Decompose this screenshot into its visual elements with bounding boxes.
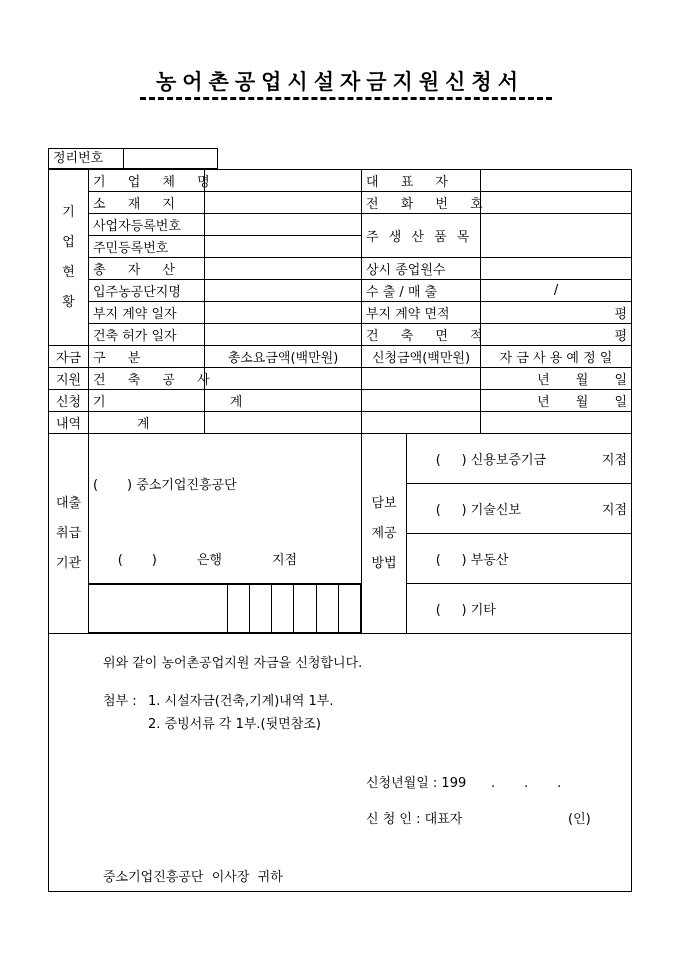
total-assets-field[interactable] — [205, 258, 362, 280]
building-permit-date-label: 건축 허가 일자 — [89, 324, 205, 346]
export-sales-field[interactable]: / — [481, 280, 632, 302]
funding-construction-total-field[interactable] — [205, 368, 362, 390]
funding-row-construction-label: 건 축 공 사 — [89, 368, 205, 390]
resident-reg-number-label: 주민등록번호 — [89, 236, 205, 258]
industrial-complex-field[interactable] — [205, 280, 362, 302]
funding-header-total: 총소요금액(백만원) — [205, 346, 362, 368]
address-label: 소 재 지 — [89, 192, 205, 214]
loan-sbc-option[interactable]: ( ) 중소기업진흥공단 — [89, 434, 362, 534]
main-products-label: 주 생 산 품 목 — [362, 214, 481, 258]
funding-side-label-4: 내역 — [49, 412, 89, 434]
funding-side-label-1: 자금 — [49, 346, 89, 368]
title-underline — [140, 97, 552, 100]
total-assets-label: 총 자 산 — [89, 258, 205, 280]
employees-label: 상시 종업원수 — [362, 258, 481, 280]
main-products-field[interactable] — [481, 214, 632, 258]
funding-machinery-date-field[interactable]: 년 월 일 — [481, 390, 632, 412]
collateral-option-credit-guarantee[interactable]: ( ) 신용보증기금 지점 — [407, 434, 632, 484]
business-reg-number-label: 사업자등록번호 — [89, 214, 205, 236]
funding-header-date: 자 금 사 용 예 정 일 — [481, 346, 632, 368]
attachment-item-1: 1. 시설자금(건축,기계)내역 1부. — [148, 694, 334, 709]
recipient-line: 중소기업진흥공단 이사장 귀하 — [103, 870, 283, 885]
form-title: 농어촌공업시설자금지원신청서 — [155, 69, 524, 94]
reference-number-label: 정리번호 — [49, 149, 124, 168]
business-reg-number-field[interactable] — [205, 214, 362, 236]
building-permit-date-field[interactable] — [205, 324, 362, 346]
loan-bank-number-grid[interactable] — [89, 584, 362, 634]
loan-bank-option[interactable]: ( ) 은행 지점 — [89, 534, 362, 584]
funding-total-requested-field[interactable] — [362, 412, 481, 434]
export-sales-label: 수 출 / 매 출 — [362, 280, 481, 302]
loan-institution-side-label: 대출 취급 기관 — [49, 434, 89, 634]
building-area-label: 건 축 면 적 — [362, 324, 481, 346]
funding-construction-date-field[interactable]: 년 월 일 — [481, 368, 632, 390]
company-name-label: 기 업 체 명 — [89, 170, 205, 192]
land-contract-area-field[interactable]: 평 — [481, 302, 632, 324]
application-statement: 위와 같이 농어촌공업지원 자금을 신청합니다. — [103, 656, 363, 671]
address-field[interactable] — [205, 192, 362, 214]
employees-field[interactable] — [481, 258, 632, 280]
collateral-option-other[interactable]: ( ) 기타 — [407, 584, 632, 634]
funding-row-total-label: 계 — [89, 412, 205, 434]
industrial-complex-label: 입주농공단지명 — [89, 280, 205, 302]
funding-row-machinery-label: 기 계 — [89, 390, 205, 412]
representative-field[interactable] — [481, 170, 632, 192]
seal-mark: (인) — [568, 812, 591, 827]
building-area-field[interactable]: 평 — [481, 324, 632, 346]
funding-header-requested: 신청금액(백만원) — [362, 346, 481, 368]
funding-side-label-3: 신청 — [49, 390, 89, 412]
phone-label: 전 화 번 호 — [362, 192, 481, 214]
funding-machinery-requested-field[interactable] — [362, 390, 481, 412]
collateral-option-tech-guarantee[interactable]: ( ) 기술신보 지점 — [407, 484, 632, 534]
reference-number-box — [48, 148, 218, 169]
representative-label: 대 표 자 — [362, 170, 481, 192]
company-name-field[interactable] — [205, 170, 362, 192]
company-status-side-label: 기 업 현 황 — [49, 170, 89, 346]
funding-total-total-field[interactable] — [205, 412, 362, 434]
collateral-side-label: 담보 제공 방법 — [362, 434, 407, 634]
attachment-label: 첨부 : — [103, 694, 137, 709]
phone-field[interactable] — [481, 192, 632, 214]
land-contract-date-label: 부지 계약 일자 — [89, 302, 205, 324]
application-date[interactable]: 신청년월일 : 199 . . . — [366, 776, 562, 791]
funding-header-category: 구 분 — [89, 346, 205, 368]
collateral-option-real-estate[interactable]: ( ) 부동산 — [407, 534, 632, 584]
statement-area — [49, 634, 632, 892]
resident-reg-number-field[interactable] — [205, 236, 362, 258]
funding-construction-requested-field[interactable] — [362, 368, 481, 390]
land-contract-date-field[interactable] — [205, 302, 362, 324]
applicant-line[interactable]: 신 청 인 : 대표자 — [366, 812, 463, 827]
attachment-item-2: 2. 증빙서류 각 1부.(뒷면참조) — [148, 717, 321, 732]
funding-total-date-field[interactable] — [481, 412, 632, 434]
land-contract-area-label: 부지 계약 면적 — [362, 302, 481, 324]
funding-side-label-2: 지원 — [49, 368, 89, 390]
